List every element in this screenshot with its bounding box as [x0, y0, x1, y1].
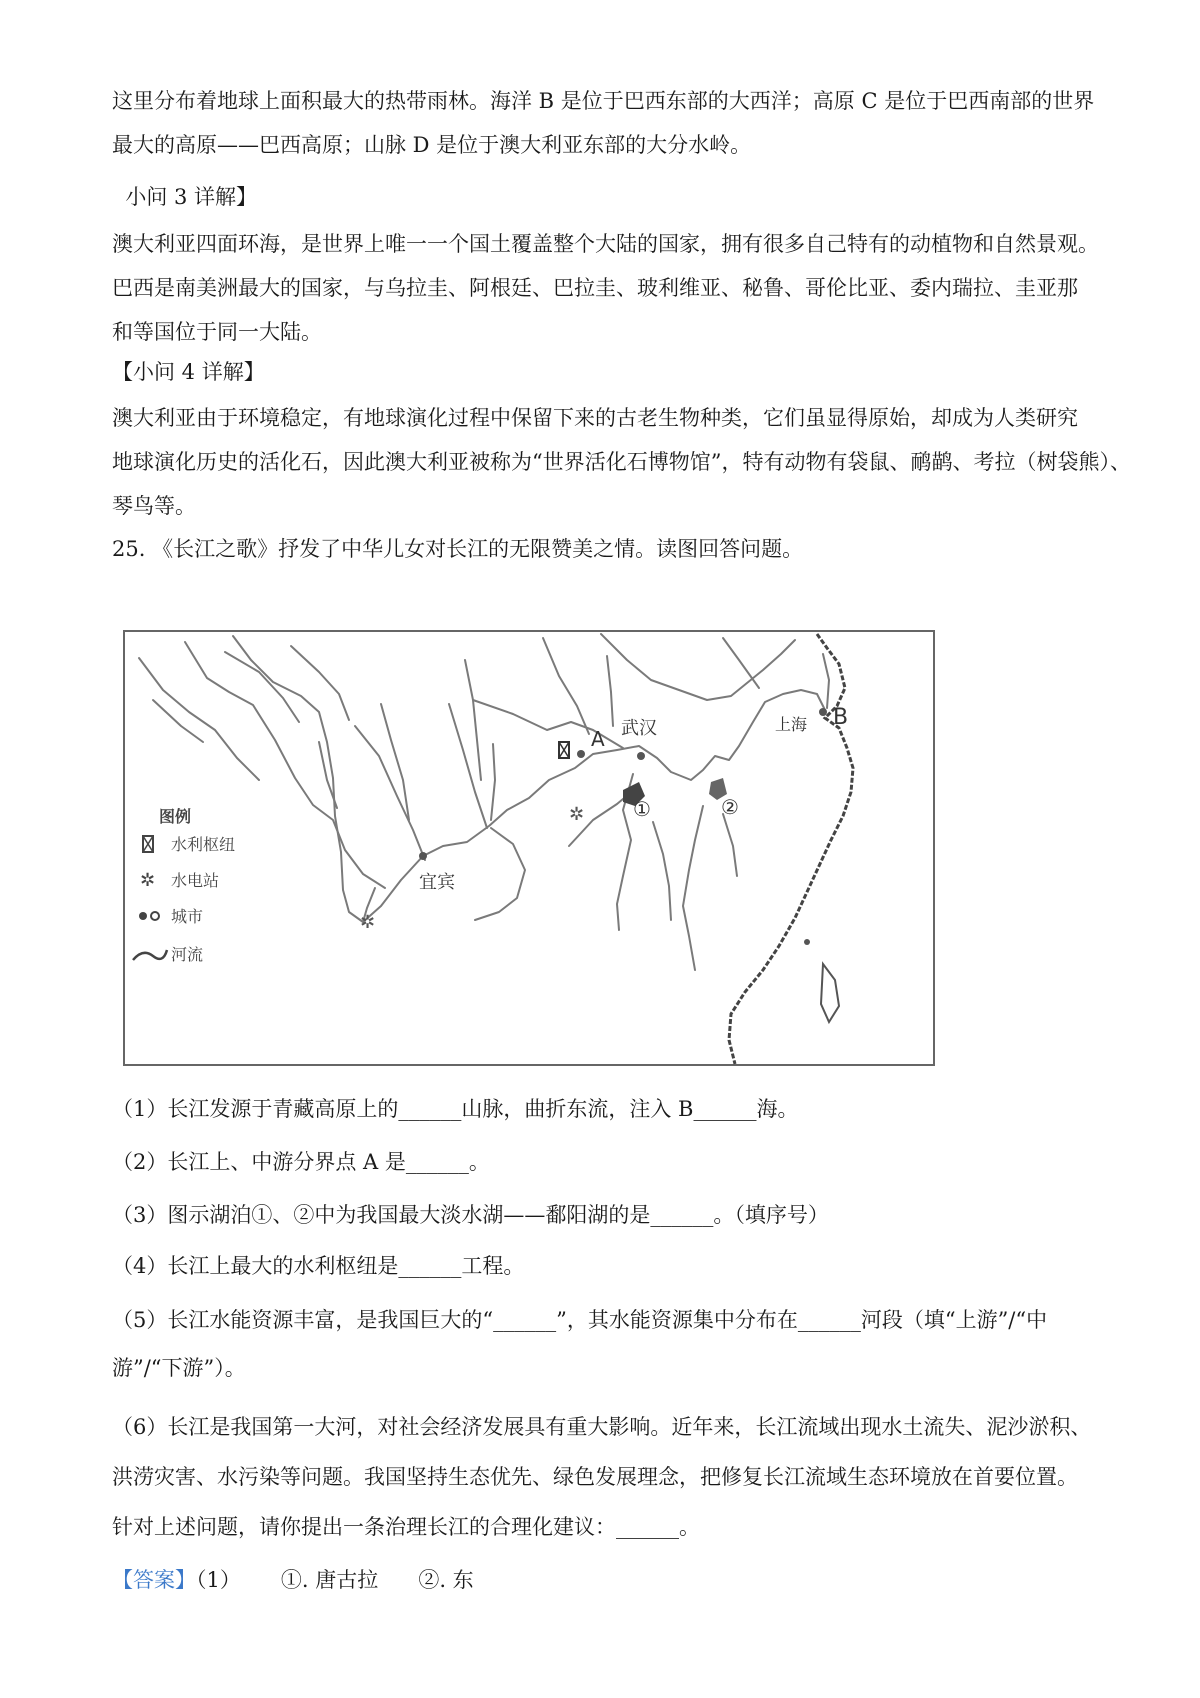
legend-power-station-icon: ✲ [140, 870, 156, 891]
text-line: 这里分布着地球上面积最大的热带雨林。海洋 B 是位于巴西东部的大西洋；高原 C 是位于巴西南部的世界 [112, 89, 1095, 113]
heading-text: 小问 3 详解】 [112, 185, 258, 209]
paragraph-brazil-geography [112, 79, 1102, 167]
question-4 [112, 1244, 1102, 1288]
text-line: 最大的高原——巴西高原；山脉 D 是位于澳大利亚东部的大分水岭。 [112, 133, 752, 157]
legend-title: 图例 [159, 807, 192, 826]
heading-text: 【小问 4 详解】 [112, 360, 265, 384]
question-text: 游”/“下游”）。 [112, 1356, 246, 1380]
text-line: 琴鸟等。 [112, 494, 196, 518]
question-text: （4）长江上最大的水利枢纽是______工程。 [112, 1254, 525, 1278]
question-6 [112, 1402, 1102, 1552]
question-text: 25. 《长江之歌》抒发了中华儿女对长江的无限赞美之情。读图回答问题。 [112, 537, 804, 561]
legend-label-hydro-hub: 水利枢纽 [171, 835, 236, 854]
paragraph-australia-brazil [112, 222, 1102, 354]
text-line: 地球演化历史的活化石，因此澳大利亚被称为“世界活化石博物馆”，特有动物有袋鼠、鸸鹋、考拉（树袋熊）、 [112, 450, 1131, 474]
legend-label-river: 河流 [171, 945, 204, 964]
label-yibin: 宜宾 [419, 872, 455, 893]
text-line: 澳大利亚四面环海，是世界上唯一一个国土覆盖整个大陆的国家，拥有很多自己特有的动植物和自然景观。 [112, 232, 1099, 256]
map-frame [124, 631, 934, 1065]
legend-label-power-station: 水电站 [171, 871, 220, 890]
paragraph-living-fossils [112, 396, 1131, 528]
question-3 [112, 1193, 1102, 1237]
heading-sub-question-3 [112, 175, 1102, 219]
text-line: 巴西是南美洲最大的国家，与乌拉圭、阿根廷、巴拉圭、玻利维亚、秘鲁、哥伦比亚、委内瑞拉、圭亚那 [112, 276, 1078, 300]
answer-tag: 【答案】 [112, 1568, 196, 1592]
label-lake-1: ① [633, 797, 651, 821]
question-25-stem [112, 527, 1102, 571]
text-line: 和等国位于同一大陆。 [112, 320, 322, 344]
question-text: （1）长江发源于青藏高原上的______山脉，曲折东流，注入 B______海。 [112, 1097, 799, 1121]
question-text: 针对上述问题，请你提出一条治理长江的合理化建议：______。 [112, 1515, 700, 1539]
city-dot-yibin-icon [419, 852, 427, 860]
label-point-a: A [591, 727, 605, 751]
question-text: （2）长江上、中游分界点 A 是______。 [112, 1150, 490, 1174]
question-text: （3）图示湖泊①、②中为我国最大淡水湖——鄱阳湖的是______。（填序号） [112, 1203, 829, 1227]
question-text: （5）长江水能资源丰富，是我国巨大的“______”，其水能资源集中分布在______河段（填“上游”/“中 [112, 1308, 1048, 1332]
city-dot-yichang-icon [577, 750, 585, 758]
question-2 [112, 1140, 1102, 1184]
city-dot-shanghai-icon [819, 708, 827, 716]
text-line: 澳大利亚由于环境稳定，有地球演化过程中保留下来的古老生物种类，它们虽显得原始，却成为人类研究 [112, 406, 1078, 430]
legend-label-city: 城市 [171, 907, 204, 926]
label-shanghai: 上海 [775, 715, 808, 734]
city-dot-wuhan-icon [637, 752, 645, 760]
heading-sub-question-4 [112, 350, 1102, 394]
answer-line [112, 1558, 1102, 1602]
question-1 [112, 1087, 1102, 1131]
island-dot [804, 939, 810, 945]
yangtze-river-map [123, 630, 935, 1066]
power-station-icon: ✲ [569, 804, 585, 825]
question-5 [112, 1296, 1102, 1392]
answer-text: （1） ①. 唐古拉 ②. 东 [196, 1568, 474, 1592]
label-point-b: B [833, 705, 849, 730]
power-station-icon: ✲ [360, 912, 376, 933]
question-text: （6）长江是我国第一大河，对社会经济发展具有重大影响。近年来，长江流域出现水土流失、泥沙淤积、 [112, 1415, 1092, 1439]
label-lake-2: ② [721, 795, 739, 819]
question-text: 洪涝灾害、水污染等问题。我国坚持生态优先、绿色发展理念，把修复长江流域生态环境放在首要位置。 [112, 1465, 1078, 1489]
label-wuhan: 武汉 [621, 718, 657, 739]
